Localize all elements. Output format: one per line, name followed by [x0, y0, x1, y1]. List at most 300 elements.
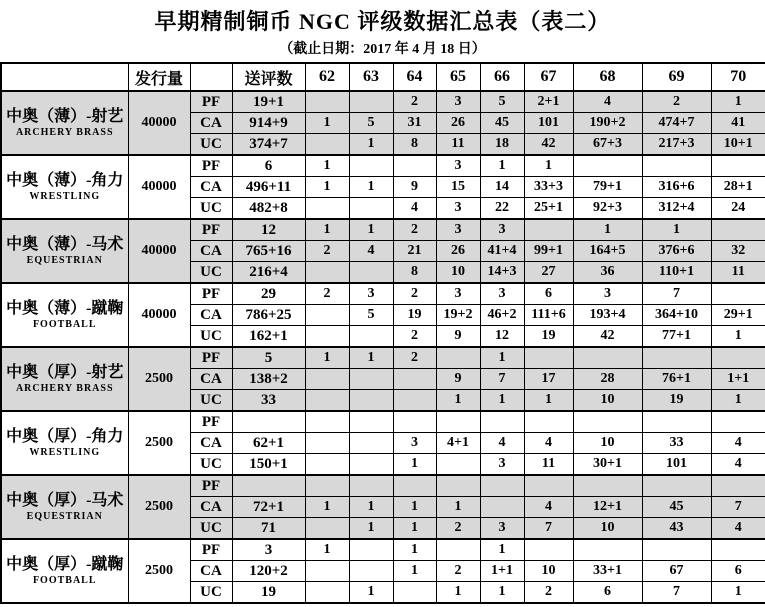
grade-count-69: 316+6	[642, 177, 711, 198]
grade-count-66	[480, 497, 524, 518]
grade-count-67	[524, 411, 573, 433]
grade-type: UC	[190, 582, 232, 604]
grade-count-70: 6	[711, 561, 765, 582]
coin-name	[1, 347, 128, 411]
page-title: 早期精制铜币 NGC 评级数据汇总表（表二）	[154, 9, 611, 34]
grade-count-68	[573, 539, 642, 561]
grade-count-65: 1	[436, 390, 480, 412]
grade-count-69: 110+1	[642, 262, 711, 284]
coin-name	[1, 539, 128, 603]
submitted-count	[232, 475, 305, 497]
grade-count-70: 11	[711, 262, 765, 284]
grade-count-70	[711, 475, 765, 497]
grade-header-63: 63	[349, 63, 393, 91]
grade-count-65: 1	[436, 497, 480, 518]
grade-count-67: 6	[524, 283, 573, 305]
table-row	[1, 283, 765, 305]
grade-count-63	[349, 198, 393, 220]
grade-count-66: 18	[480, 134, 524, 156]
grade-count-62: 1	[305, 113, 349, 134]
grade-count-70: 1	[711, 326, 765, 348]
grade-count-69: 2	[642, 91, 711, 113]
coin-name	[1, 283, 128, 347]
grade-type: CA	[190, 369, 232, 390]
grade-count-68: 30+1	[573, 454, 642, 476]
grade-count-62	[305, 454, 349, 476]
grade-count-69	[642, 155, 711, 177]
coin-name-en: WRESTLING	[29, 190, 101, 202]
submitted-count: 33	[232, 390, 305, 412]
grade-count-65	[436, 454, 480, 476]
table-row	[1, 155, 765, 177]
grade-type: CA	[190, 177, 232, 198]
grade-type: CA	[190, 497, 232, 518]
grade-count-64	[393, 390, 436, 412]
grade-type: PF	[190, 155, 232, 177]
coin-name	[1, 411, 128, 475]
grade-count-63	[349, 561, 393, 582]
grade-count-63: 1	[349, 134, 393, 156]
grade-count-65: 2	[436, 561, 480, 582]
grade-count-69: 45	[642, 497, 711, 518]
grade-count-64: 8	[393, 262, 436, 284]
submitted-header: 送评数	[232, 63, 305, 91]
grade-count-64: 21	[393, 241, 436, 262]
grade-count-64: 2	[393, 347, 436, 369]
grade-count-66: 3	[480, 454, 524, 476]
coin-name-header-empty	[1, 63, 128, 91]
grade-count-68: 4	[573, 91, 642, 113]
grade-count-62	[305, 369, 349, 390]
submitted-count	[232, 411, 305, 433]
grade-count-62: 1	[305, 155, 349, 177]
grade-count-69: 474+7	[642, 113, 711, 134]
submitted-count: 12	[232, 219, 305, 241]
grade-count-65: 3	[436, 198, 480, 220]
grade-count-62	[305, 198, 349, 220]
coin-name-en: FOOTBALL	[32, 574, 97, 586]
submitted-count: 496+11	[232, 177, 305, 198]
grade-count-67: 2+1	[524, 91, 573, 113]
issue-qty: 2500	[128, 475, 190, 539]
submitted-count: 120+2	[232, 561, 305, 582]
grade-count-65: 4+1	[436, 433, 480, 454]
grade-count-68: 10	[573, 518, 642, 540]
grade-count-62: 1	[305, 497, 349, 518]
coin-name-en: ARCHERY BRASS	[15, 126, 114, 138]
grade-count-65: 1	[436, 582, 480, 604]
submitted-count: 765+16	[232, 241, 305, 262]
submitted-count: 71	[232, 518, 305, 540]
table-row	[1, 475, 765, 497]
grade-header-64: 64	[393, 63, 436, 91]
grade-count-64	[393, 411, 436, 433]
grade-count-63: 1	[349, 347, 393, 369]
grade-count-69: 77+1	[642, 326, 711, 348]
table-row	[1, 219, 765, 241]
grade-count-67: 27	[524, 262, 573, 284]
grade-count-67: 33+3	[524, 177, 573, 198]
coin-name-cn: 中奥（厚）-射艺	[6, 363, 124, 381]
grade-type: UC	[190, 262, 232, 284]
grade-count-65: 10	[436, 262, 480, 284]
grade-type: PF	[190, 347, 232, 369]
grade-count-69: 364+10	[642, 305, 711, 326]
grade-count-68	[573, 155, 642, 177]
coin-name-cn: 中奥（薄）-蹴鞠	[6, 299, 124, 317]
issue-qty-header: 发行量	[128, 63, 190, 91]
grade-count-70: 28+1	[711, 177, 765, 198]
grade-count-66: 3	[480, 283, 524, 305]
grade-header-62: 62	[305, 63, 349, 91]
grade-count-68: 164+5	[573, 241, 642, 262]
grade-count-66: 3	[480, 219, 524, 241]
grade-count-62	[305, 305, 349, 326]
grade-count-69: 7	[642, 582, 711, 604]
grade-count-68: 42	[573, 326, 642, 348]
grade-count-67	[524, 219, 573, 241]
grade-count-66: 1	[480, 155, 524, 177]
grade-count-66: 1	[480, 347, 524, 369]
grade-count-64: 8	[393, 134, 436, 156]
page-subtitle: （截止日期：2017 年 4 月 18 日）	[279, 42, 486, 57]
grade-count-62: 1	[305, 177, 349, 198]
grade-count-62	[305, 433, 349, 454]
grade-count-66: 1+1	[480, 561, 524, 582]
grade-count-68: 193+4	[573, 305, 642, 326]
grade-count-64: 9	[393, 177, 436, 198]
grade-header-65: 65	[436, 63, 480, 91]
grade-count-67: 4	[524, 433, 573, 454]
grade-count-66	[480, 475, 524, 497]
grade-count-62: 1	[305, 539, 349, 561]
grade-count-68: 1	[573, 219, 642, 241]
grade-count-63	[349, 475, 393, 497]
grade-type: CA	[190, 433, 232, 454]
grade-count-69	[642, 347, 711, 369]
grade-count-63	[349, 155, 393, 177]
grade-count-68	[573, 347, 642, 369]
grade-count-69: 67	[642, 561, 711, 582]
grade-count-65: 26	[436, 113, 480, 134]
grade-count-64: 1	[393, 454, 436, 476]
grade-count-65: 9	[436, 326, 480, 348]
grade-type: UC	[190, 390, 232, 412]
grade-count-65: 3	[436, 91, 480, 113]
grade-count-65	[436, 411, 480, 433]
grade-count-70: 32	[711, 241, 765, 262]
grade-count-69: 43	[642, 518, 711, 540]
grade-count-65: 2	[436, 518, 480, 540]
grade-count-68: 12+1	[573, 497, 642, 518]
grade-count-62: 2	[305, 283, 349, 305]
grade-type: PF	[190, 219, 232, 241]
grade-count-70: 1	[711, 390, 765, 412]
grade-count-66	[480, 411, 524, 433]
grade-count-62	[305, 475, 349, 497]
grade-type: PF	[190, 539, 232, 561]
grade-count-69: 7	[642, 283, 711, 305]
grade-count-63: 1	[349, 582, 393, 604]
grade-count-62	[305, 326, 349, 348]
grade-count-68: 190+2	[573, 113, 642, 134]
grade-count-65	[436, 475, 480, 497]
grade-count-69: 101	[642, 454, 711, 476]
grade-count-62	[305, 411, 349, 433]
header-row	[1, 63, 765, 91]
grade-count-64	[393, 475, 436, 497]
issue-qty: 2500	[128, 539, 190, 603]
grade-count-68: 67+3	[573, 134, 642, 156]
grade-count-70: 7	[711, 497, 765, 518]
grade-count-67	[524, 539, 573, 561]
grade-count-66: 1	[480, 582, 524, 604]
submitted-count: 62+1	[232, 433, 305, 454]
grade-count-64: 4	[393, 198, 436, 220]
grade-count-69: 312+4	[642, 198, 711, 220]
grade-type: UC	[190, 134, 232, 156]
grade-count-69: 1	[642, 219, 711, 241]
submitted-count: 216+4	[232, 262, 305, 284]
grade-type: CA	[190, 561, 232, 582]
grade-count-65: 3	[436, 155, 480, 177]
grade-count-69	[642, 411, 711, 433]
grade-count-67: 17	[524, 369, 573, 390]
grade-count-64: 3	[393, 433, 436, 454]
issue-qty: 2500	[128, 347, 190, 411]
grade-count-67: 4	[524, 497, 573, 518]
submitted-count: 482+8	[232, 198, 305, 220]
grade-count-63: 1	[349, 497, 393, 518]
grade-type: CA	[190, 305, 232, 326]
grade-count-70: 4	[711, 518, 765, 540]
submitted-count: 6	[232, 155, 305, 177]
grade-count-66: 3	[480, 518, 524, 540]
grade-count-63	[349, 411, 393, 433]
grade-count-66: 7	[480, 369, 524, 390]
grade-count-63	[349, 539, 393, 561]
grade-count-67: 25+1	[524, 198, 573, 220]
grade-count-62	[305, 134, 349, 156]
grade-count-63: 1	[349, 518, 393, 540]
grade-count-63: 1	[349, 177, 393, 198]
grade-count-70: 29+1	[711, 305, 765, 326]
submitted-count: 374+7	[232, 134, 305, 156]
grade-count-67: 1	[524, 390, 573, 412]
grade-count-67: 11	[524, 454, 573, 476]
grade-count-64: 1	[393, 539, 436, 561]
grade-count-65: 11	[436, 134, 480, 156]
grade-count-64: 2	[393, 219, 436, 241]
issue-qty: 40000	[128, 91, 190, 155]
grade-count-62: 1	[305, 219, 349, 241]
grade-count-63	[349, 262, 393, 284]
grade-type: PF	[190, 411, 232, 433]
submitted-count: 786+25	[232, 305, 305, 326]
grade-header-69: 69	[642, 63, 711, 91]
grade-type: PF	[190, 91, 232, 113]
grade-count-65	[436, 539, 480, 561]
submitted-count: 914+9	[232, 113, 305, 134]
coin-name-cn: 中奥（薄）-射艺	[6, 107, 124, 125]
grade-count-70: 24	[711, 198, 765, 220]
grade-count-62	[305, 91, 349, 113]
grade-count-70	[711, 539, 765, 561]
grade-count-66: 45	[480, 113, 524, 134]
table-body	[1, 91, 765, 603]
grade-count-62: 2	[305, 241, 349, 262]
grade-count-62	[305, 390, 349, 412]
grade-header-70: 70	[711, 63, 765, 91]
issue-qty: 40000	[128, 219, 190, 283]
grade-count-65: 19+2	[436, 305, 480, 326]
grade-count-67: 111+6	[524, 305, 573, 326]
grade-count-67	[524, 347, 573, 369]
table-row	[1, 347, 765, 369]
submitted-count: 162+1	[232, 326, 305, 348]
grade-count-68: 79+1	[573, 177, 642, 198]
grade-count-67: 10	[524, 561, 573, 582]
grade-count-70: 41	[711, 113, 765, 134]
grade-header-68: 68	[573, 63, 642, 91]
grade-count-70: 4	[711, 433, 765, 454]
grade-count-63	[349, 369, 393, 390]
grade-count-67: 101	[524, 113, 573, 134]
grade-count-63	[349, 433, 393, 454]
coin-name	[1, 155, 128, 219]
grade-count-64: 2	[393, 326, 436, 348]
grade-count-66: 1	[480, 539, 524, 561]
grade-count-66: 4	[480, 433, 524, 454]
coin-name-cn: 中奥（厚）-蹴鞠	[6, 555, 124, 573]
grade-count-64: 1	[393, 561, 436, 582]
coin-name-cn: 中奥（厚）-马术	[6, 491, 124, 509]
table-row	[1, 411, 765, 433]
grade-count-70	[711, 219, 765, 241]
grade-count-65: 9	[436, 369, 480, 390]
issue-qty: 40000	[128, 283, 190, 347]
grade-count-63	[349, 91, 393, 113]
grade-count-70: 4	[711, 454, 765, 476]
grade-count-62: 1	[305, 347, 349, 369]
grade-count-64	[393, 582, 436, 604]
coin-name-en: EQUESTRIAN	[26, 254, 103, 266]
grade-type-header-empty	[190, 63, 232, 91]
grade-count-66: 14	[480, 177, 524, 198]
grade-count-70: 1+1	[711, 369, 765, 390]
grade-count-63	[349, 326, 393, 348]
grade-count-65: 3	[436, 219, 480, 241]
grade-count-64	[393, 155, 436, 177]
grade-count-63: 4	[349, 241, 393, 262]
grade-header-66: 66	[480, 63, 524, 91]
grade-type: UC	[190, 454, 232, 476]
coin-name-cn: 中奥（厚）-角力	[6, 427, 124, 445]
grade-count-68: 6	[573, 582, 642, 604]
table-row	[1, 91, 765, 113]
submitted-count: 29	[232, 283, 305, 305]
grade-type: PF	[190, 475, 232, 497]
grading-summary-table	[0, 62, 765, 604]
grade-count-69: 376+6	[642, 241, 711, 262]
grade-count-64: 31	[393, 113, 436, 134]
grade-count-69: 33	[642, 433, 711, 454]
grade-count-63	[349, 390, 393, 412]
submitted-count: 3	[232, 539, 305, 561]
submitted-count: 19+1	[232, 91, 305, 113]
grade-count-66: 14+3	[480, 262, 524, 284]
submitted-count: 72+1	[232, 497, 305, 518]
grade-count-66: 1	[480, 390, 524, 412]
issue-qty: 40000	[128, 155, 190, 219]
grade-count-70: 1	[711, 582, 765, 604]
grade-count-66: 5	[480, 91, 524, 113]
grade-count-68: 92+3	[573, 198, 642, 220]
grade-type: CA	[190, 113, 232, 134]
submitted-count: 150+1	[232, 454, 305, 476]
grade-type: UC	[190, 198, 232, 220]
coin-name	[1, 91, 128, 155]
grade-count-66: 46+2	[480, 305, 524, 326]
grade-type: UC	[190, 326, 232, 348]
grade-count-66: 41+4	[480, 241, 524, 262]
grade-count-67: 19	[524, 326, 573, 348]
grade-header-67: 67	[524, 63, 573, 91]
grade-count-67	[524, 475, 573, 497]
coin-name	[1, 475, 128, 539]
grade-count-69: 217+3	[642, 134, 711, 156]
grade-count-67: 2	[524, 582, 573, 604]
table-row	[1, 539, 765, 561]
grade-type: CA	[190, 241, 232, 262]
grade-count-70: 10+1	[711, 134, 765, 156]
grade-count-69	[642, 475, 711, 497]
grade-count-63: 5	[349, 305, 393, 326]
grade-count-69: 76+1	[642, 369, 711, 390]
grade-count-70	[711, 411, 765, 433]
grade-count-67: 42	[524, 134, 573, 156]
grade-count-68: 28	[573, 369, 642, 390]
grade-count-65: 3	[436, 283, 480, 305]
grade-count-67: 7	[524, 518, 573, 540]
coin-name-en: ARCHERY BRASS	[15, 382, 114, 394]
grade-count-63	[349, 454, 393, 476]
grade-count-68	[573, 411, 642, 433]
issue-qty: 2500	[128, 411, 190, 475]
grade-count-64: 2	[393, 283, 436, 305]
coin-name-en: EQUESTRIAN	[26, 510, 103, 522]
grade-count-68: 33+1	[573, 561, 642, 582]
grade-count-70	[711, 283, 765, 305]
grade-count-67: 99+1	[524, 241, 573, 262]
submitted-count: 5	[232, 347, 305, 369]
grade-type: PF	[190, 283, 232, 305]
grade-count-69: 19	[642, 390, 711, 412]
grade-count-62	[305, 561, 349, 582]
grade-count-62	[305, 518, 349, 540]
grade-count-68: 3	[573, 283, 642, 305]
grade-count-64: 1	[393, 497, 436, 518]
grade-count-64: 19	[393, 305, 436, 326]
grade-count-62	[305, 262, 349, 284]
grade-count-65	[436, 347, 480, 369]
grade-type: UC	[190, 518, 232, 540]
grade-count-66: 12	[480, 326, 524, 348]
grade-count-70: 1	[711, 91, 765, 113]
coin-name-cn: 中奥（薄）-角力	[6, 171, 124, 189]
submitted-count: 138+2	[232, 369, 305, 390]
grade-count-62	[305, 582, 349, 604]
